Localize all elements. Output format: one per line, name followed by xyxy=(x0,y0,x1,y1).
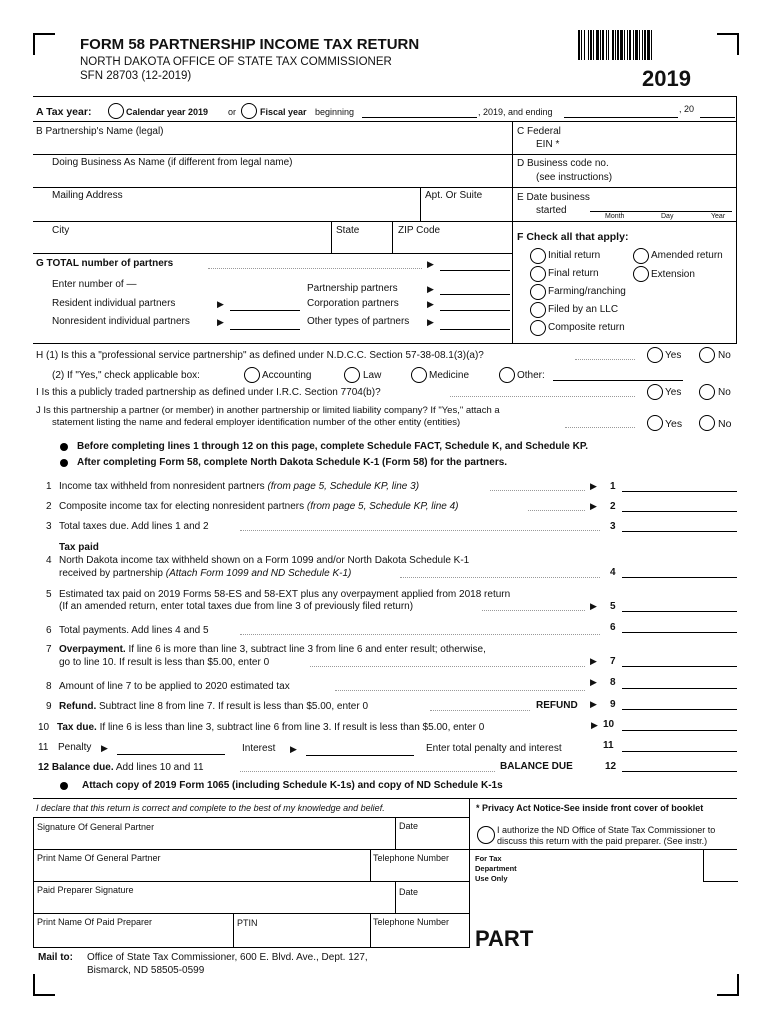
other-profession-field[interactable] xyxy=(553,380,683,381)
department-label: Department xyxy=(475,864,517,873)
divider xyxy=(395,817,396,849)
leader-dots xyxy=(400,577,600,578)
line-2-label: Composite income tax for electing nonresident partners (from page 5, Schedule KP, line 4) xyxy=(59,501,459,512)
started-label: started xyxy=(536,205,567,216)
divider xyxy=(33,343,737,344)
line-10-box-num: 10 xyxy=(603,719,615,730)
instruction-after: After completing Form 58, complete North Dakota Schedule K-1 (Form 58) for the partners. xyxy=(77,457,508,468)
line-10-label: Tax due. If line 6 is less than line 3, subtract line 6 from line 3. If result is less than $5.00, enter 0 xyxy=(57,722,485,733)
year-label: Year xyxy=(711,213,726,220)
divider xyxy=(512,221,737,222)
line-6-label: Total payments. Add lines 4 and 5 xyxy=(59,625,209,636)
tax-year: 2019 xyxy=(642,66,691,91)
line-1-box-num: 1 xyxy=(610,481,616,492)
line-5-field[interactable] xyxy=(622,611,737,612)
crop-mark-bottom-left xyxy=(33,974,55,996)
barcode xyxy=(578,30,693,60)
divider xyxy=(33,913,469,914)
divider xyxy=(33,121,737,122)
bullet-icon xyxy=(60,443,68,451)
accounting-checkbox[interactable] xyxy=(244,367,260,383)
line-6-field[interactable] xyxy=(622,632,737,633)
nonresident-partners-label: Nonresident individual partners xyxy=(52,316,190,327)
line-5-box-num: 5 xyxy=(610,601,616,612)
leader-dots xyxy=(240,771,495,772)
or-label: or xyxy=(228,107,237,117)
date-started-field[interactable] xyxy=(590,211,732,212)
for-tax-label: For Tax xyxy=(475,854,502,863)
mail-address-2: Bismarck, ND 58505-0599 xyxy=(87,965,205,976)
bullet-icon xyxy=(60,782,68,790)
divider xyxy=(33,817,34,948)
arrow-icon: ▶ xyxy=(427,284,434,294)
leader-dots xyxy=(430,710,530,711)
arrow-icon: ▶ xyxy=(427,317,434,327)
line-2-num: 2 xyxy=(46,501,52,512)
leader-dots xyxy=(240,634,600,635)
fiscal-begin-field[interactable] xyxy=(362,117,477,118)
line-5-label-b: (If an amended return, enter total taxes due from line 3 of previously filed return) xyxy=(59,601,414,612)
line-8-num: 8 xyxy=(46,681,52,692)
city-label: City xyxy=(52,225,70,236)
leader-dots xyxy=(310,666,585,667)
signature-gp-label: Signature Of General Partner xyxy=(37,822,155,832)
no-label: No xyxy=(718,387,731,398)
privacy-notice: * Privacy Act Notice-See inside front cover of booklet xyxy=(476,803,704,813)
amended-return-checkbox[interactable] xyxy=(633,248,649,264)
line-4-num: 4 xyxy=(46,555,52,566)
nonresident-partners-field[interactable] xyxy=(230,329,300,330)
line-6-num: 6 xyxy=(46,625,52,636)
llc-label: Filed by an LLC xyxy=(548,304,619,315)
section-e-label: E Date business xyxy=(517,192,590,203)
line-7-field[interactable] xyxy=(622,666,737,667)
tax-dept-box xyxy=(703,849,738,882)
fiscal-year-label: Fiscal year xyxy=(260,107,307,117)
line-1-label: Income tax withheld from nonresident partners (from page 5, Schedule KP, line 3) xyxy=(59,481,420,492)
arrow-icon: ▶ xyxy=(590,699,597,709)
initial-return-label: Initial return xyxy=(548,250,601,261)
partnership-partners-field[interactable] xyxy=(440,294,510,295)
leader-dots xyxy=(528,510,585,511)
line-4-box-num: 4 xyxy=(610,567,616,578)
line-6-box-num: 6 xyxy=(610,622,616,633)
section-i-q: I Is this a publicly traded partnership as defined under I.R.C. Section 7704(b)? xyxy=(36,387,381,398)
line-11-field[interactable] xyxy=(622,751,737,752)
leader-dots xyxy=(450,396,635,397)
line-7-label-a: Overpayment. If line 6 is more than line 3, subtract line 3 from line 6 and enter result; otherwise, xyxy=(59,644,486,655)
mailing-address-label: Mailing Address xyxy=(52,190,123,201)
authorize-line1: I authorize the ND Office of State Tax Commissioner to xyxy=(497,825,716,835)
line-9-label: Refund. Subtract line 8 from line 7. If result is less than $5.00, enter 0 xyxy=(59,701,369,712)
mail-address-1: Office of State Tax Commissioner, 600 E. Blvd. Ave., Dept. 127, xyxy=(87,952,368,963)
line-9-field[interactable] xyxy=(622,709,737,710)
arrow-icon: ▶ xyxy=(427,259,434,269)
yes-label: Yes xyxy=(665,418,683,430)
other-partners-field[interactable] xyxy=(440,329,510,330)
line-12-label: 12 Balance due. Add lines 10 and 11 xyxy=(38,762,204,773)
line-2-box-num: 2 xyxy=(610,501,616,512)
arrow-icon: ▶ xyxy=(290,744,297,754)
interest-label: Interest xyxy=(242,743,276,754)
form-title: FORM 58 PARTNERSHIP INCOME TAX RETURN xyxy=(80,36,420,53)
no-label: No xyxy=(718,350,731,361)
state-label: State xyxy=(336,225,360,236)
medicine-label: Medicine xyxy=(429,370,470,381)
divider xyxy=(512,154,737,155)
section-g-title: G TOTAL number of partners xyxy=(36,258,174,269)
bullet-icon xyxy=(60,459,68,467)
penalty-label: Penalty xyxy=(58,742,92,753)
composite-return-checkbox[interactable] xyxy=(530,320,546,336)
amended-return-label: Amended return xyxy=(651,250,723,261)
mail-to-label: Mail to: xyxy=(38,952,73,963)
beginning-label: beginning xyxy=(315,107,355,117)
arrow-icon: ▶ xyxy=(590,501,597,511)
divider xyxy=(33,849,469,850)
arrow-icon: ▶ xyxy=(101,743,108,753)
line-9-num: 9 xyxy=(46,701,52,712)
section-c-label: C Federal xyxy=(517,126,561,137)
divider xyxy=(33,881,469,882)
leader-dots xyxy=(482,610,585,611)
leader-dots xyxy=(565,427,635,428)
line-8-box-num: 8 xyxy=(610,677,616,688)
form-border-right xyxy=(736,96,737,343)
divider xyxy=(33,154,513,155)
arrow-icon: ▶ xyxy=(590,677,597,687)
enter-number-label: Enter number of — xyxy=(52,279,137,290)
leader-dots xyxy=(575,359,635,360)
ending-label: , 2019, and ending xyxy=(478,107,553,117)
line-4-label-a: North Dakota income tax withheld shown on a Form 1099 and/or North Dakota Schedule K-1 xyxy=(59,555,470,566)
arrow-icon: ▶ xyxy=(590,481,597,491)
line-8-label: Amount of line 7 to be applied to 2020 estimated tax xyxy=(59,681,290,692)
divider xyxy=(370,849,371,881)
line-10-num: 10 xyxy=(38,722,50,733)
resident-partners-field[interactable] xyxy=(230,310,300,311)
total-penalty-label: Enter total penalty and interest xyxy=(426,743,562,754)
fiscal-end-field[interactable] xyxy=(564,117,678,118)
other-profession-label: Other: xyxy=(517,370,545,381)
authorize-line2: discuss this return with the paid preparer. (See instr.) xyxy=(497,836,708,846)
divider xyxy=(420,187,421,222)
preparer-telephone-label: Telephone Number xyxy=(373,917,450,927)
h1-yes-checkbox[interactable] xyxy=(647,347,663,363)
print-preparer-label: Print Name Of Paid Preparer xyxy=(37,917,153,927)
apt-label: Apt. Or Suite xyxy=(425,190,483,201)
line-7-label-b: go to line 10. If result is less than $5.00, enter 0 xyxy=(59,657,270,668)
fiscal-year-checkbox[interactable] xyxy=(241,103,257,119)
arrow-icon: ▶ xyxy=(590,656,597,666)
extension-checkbox[interactable] xyxy=(633,266,649,282)
line-3-num: 3 xyxy=(46,521,52,532)
calendar-year-checkbox[interactable] xyxy=(108,103,124,119)
leader-dots xyxy=(490,490,585,491)
divider xyxy=(512,187,737,188)
print-gp-label: Print Name Of General Partner xyxy=(37,853,161,863)
composite-return-label: Composite return xyxy=(548,322,625,333)
line-7-box-num: 7 xyxy=(610,656,616,667)
line-4-field[interactable] xyxy=(622,577,737,578)
section-h-q1: H (1) Is this a "professional service partnership" as defined under N.D.C.C. Section 57-38-08.1(3)(a)? xyxy=(36,350,484,361)
corporation-partners-label: Corporation partners xyxy=(307,298,399,309)
j-no-checkbox[interactable] xyxy=(699,415,715,431)
telephone-label: Telephone Number xyxy=(373,853,450,863)
divider xyxy=(331,221,332,254)
crop-mark-top-right xyxy=(717,33,739,55)
office-name: NORTH DAKOTA OFFICE OF STATE TAX COMMISSIONER xyxy=(80,56,392,68)
divider xyxy=(33,221,513,222)
preparer-date-label: Date xyxy=(399,887,419,897)
fiscal-end-year-field[interactable] xyxy=(700,117,735,118)
line-5-label-a: Estimated tax paid on 2019 Forms 58-ES and 58-EXT plus any overpayment applied from 2018 return xyxy=(59,589,511,600)
tax-paid-heading: Tax paid xyxy=(59,542,99,553)
other-partners-label: Other types of partners xyxy=(307,316,410,327)
ein-label: EIN * xyxy=(536,139,560,150)
calendar-year-label: Calendar year 2019 xyxy=(126,107,209,117)
section-d-label: D Business code no. xyxy=(517,158,609,169)
penalty-field[interactable] xyxy=(117,754,225,755)
final-return-label: Final return xyxy=(548,268,599,279)
line-3-box-num: 3 xyxy=(610,521,616,532)
month-label: Month xyxy=(605,213,625,220)
line-3-label: Total taxes due. Add lines 1 and 2 xyxy=(59,521,209,532)
section-a-label: A Tax year: xyxy=(36,106,92,118)
divider xyxy=(33,253,513,254)
no-label: No xyxy=(718,418,732,430)
arrow-icon: ▶ xyxy=(591,720,598,730)
line-8-field[interactable] xyxy=(622,688,737,689)
arrow-icon: ▶ xyxy=(217,299,224,309)
section-j-q2: statement listing the name and federal employer identification number of the other entity (entities) xyxy=(52,417,461,428)
crop-mark-top-left xyxy=(33,33,55,55)
medicine-checkbox[interactable] xyxy=(411,367,427,383)
line-7-num: 7 xyxy=(46,644,52,655)
instruction-before: Before completing lines 1 through 12 on this page, complete Schedule FACT, Schedule K, and Schedule KP. xyxy=(77,441,589,452)
line-11-box-num: 11 xyxy=(603,740,614,751)
leader-dots xyxy=(208,268,422,269)
extension-label: Extension xyxy=(651,269,695,280)
arrow-icon: ▶ xyxy=(590,601,597,611)
other-profession-checkbox[interactable] xyxy=(499,367,515,383)
line-2-field[interactable] xyxy=(622,511,737,512)
divider xyxy=(370,913,371,948)
section-b-label: B Partnership's Name (legal) xyxy=(36,126,164,137)
total-partners-field[interactable] xyxy=(440,270,510,271)
h1-no-checkbox[interactable] xyxy=(699,347,715,363)
leader-dots xyxy=(335,690,585,691)
preparer-signature-label: Paid Preparer Signature xyxy=(37,885,134,895)
divider xyxy=(33,817,469,818)
divider xyxy=(392,221,393,254)
yes-label: Yes xyxy=(665,387,682,398)
corporation-partners-field[interactable] xyxy=(440,310,510,311)
section-j-q1: J Is this partnership a partner (or member) in another partnership or limited liability company? If "Yes," attach a xyxy=(36,405,500,416)
line-4-label-b: received by partnership (Attach Form 1099 and ND Schedule K-1) xyxy=(59,568,352,579)
section-h-q2: (2) If "Yes," check applicable box: xyxy=(52,370,200,381)
authorize-checkbox[interactable] xyxy=(477,826,495,844)
yes-label: Yes xyxy=(665,350,682,361)
accounting-label: Accounting xyxy=(262,370,312,381)
sfn-number: SFN 28703 (12-2019) xyxy=(80,70,192,82)
part-label: PART xyxy=(475,926,534,951)
date-label: Date xyxy=(399,821,419,831)
day-label: Day xyxy=(661,213,674,220)
divider xyxy=(233,913,234,948)
final-return-checkbox[interactable] xyxy=(530,266,546,282)
partnership-partners-label: Partnership partners xyxy=(307,283,398,294)
partnership-name-field[interactable] xyxy=(34,138,510,152)
line-12-field[interactable] xyxy=(622,771,737,772)
line-10-field[interactable] xyxy=(622,730,737,731)
arrow-icon: ▶ xyxy=(217,317,224,327)
line-1-field[interactable] xyxy=(622,491,737,492)
divider xyxy=(395,881,396,913)
form-border xyxy=(33,96,737,97)
i-no-checkbox[interactable] xyxy=(699,384,715,400)
declaration-text: I declare that this return is correct and complete to the best of my knowledge and belief. xyxy=(36,803,385,813)
balance-due-label: BALANCE DUE xyxy=(500,761,573,772)
law-checkbox[interactable] xyxy=(344,367,360,383)
interest-field[interactable] xyxy=(306,755,414,756)
resident-partners-label: Resident individual partners xyxy=(52,298,176,309)
line-5-num: 5 xyxy=(46,589,52,600)
use-only-label: Use Only xyxy=(475,874,508,883)
twenty-label: , 20 xyxy=(679,104,695,114)
refund-label: REFUND xyxy=(536,700,578,711)
line-1-num: 1 xyxy=(46,481,52,492)
line-9-box-num: 9 xyxy=(610,699,616,710)
line-3-field[interactable] xyxy=(622,531,737,532)
divider xyxy=(33,798,737,799)
business-code-hint: (see instructions) xyxy=(536,172,613,183)
farming-checkbox[interactable] xyxy=(530,284,546,300)
leader-dots xyxy=(240,530,600,531)
line-11-num: 11 xyxy=(38,742,49,753)
section-f-title: F Check all that apply: xyxy=(517,231,629,243)
j-yes-checkbox[interactable] xyxy=(647,415,663,431)
line-12-box-num: 12 xyxy=(605,761,617,772)
attach-instruction: Attach copy of 2019 Form 1065 (including Schedule K-1s) and copy of ND Schedule K-1s xyxy=(82,780,503,791)
crop-mark-bottom-right xyxy=(717,974,739,996)
arrow-icon: ▶ xyxy=(427,299,434,309)
dba-label: Doing Business As Name (if different from legal name) xyxy=(52,157,293,168)
i-yes-checkbox[interactable] xyxy=(647,384,663,400)
divider xyxy=(469,849,737,850)
divider xyxy=(33,187,513,188)
initial-return-checkbox[interactable] xyxy=(530,248,546,264)
law-label: Law xyxy=(363,370,382,381)
divider xyxy=(33,947,470,948)
farming-label: Farming/ranching xyxy=(548,286,626,297)
llc-checkbox[interactable] xyxy=(530,302,546,318)
ptin-label: PTIN xyxy=(237,918,258,928)
zip-label: ZIP Code xyxy=(398,225,441,236)
divider xyxy=(469,798,470,948)
